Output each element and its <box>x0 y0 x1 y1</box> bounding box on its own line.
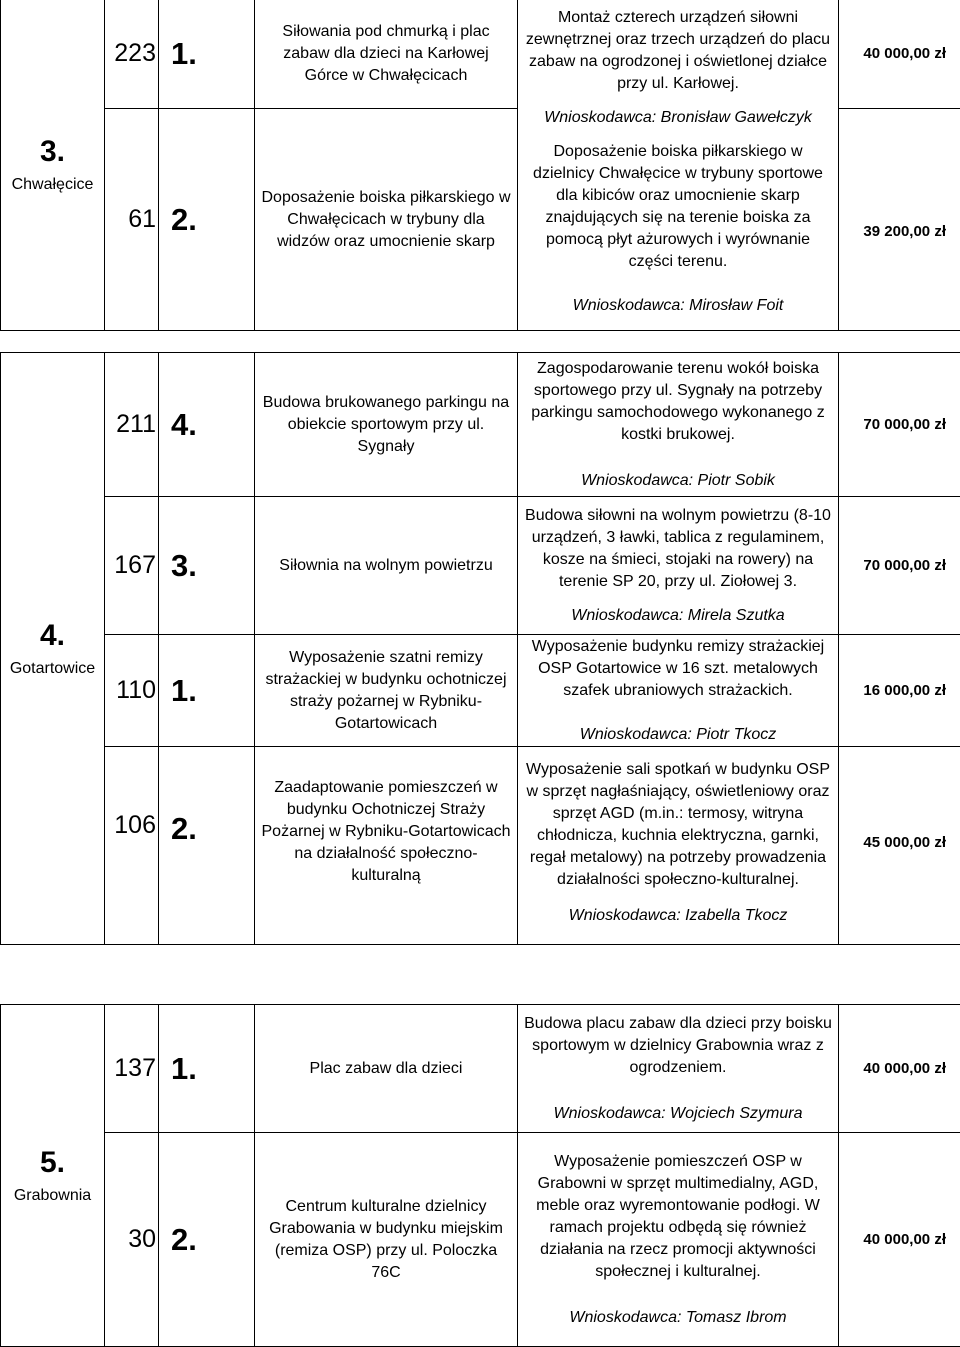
project-description: Wyposażenie pomieszczeń OSP w Grabowni w sprzęt multimedialny, AGD, meble oraz wyremontowanie podłogi. W ramach projektu odbędą się również działania na rzecz promocji aktywności społecznej i kulturalnej. <box>522 1151 834 1283</box>
description-cell <box>518 497 839 635</box>
project-applicant: Wnioskodawca: Piotr Tkocz <box>522 724 834 746</box>
district-number: 4. <box>1 619 104 652</box>
project-description: Wyposażenie budynku remizy strażackiej OSP Gotartowice w 16 szt. metalowych szafek ubraniowych strażackich. <box>522 636 834 702</box>
project-applicant: Wnioskodawca: Tomasz Ibrom <box>522 1307 834 1329</box>
table-row <box>1 1133 960 1347</box>
project-applicant: Wnioskodawca: Mirosław Foit <box>522 295 834 317</box>
district-cell <box>1 0 105 331</box>
table-row <box>1 1005 960 1133</box>
votes-cell: 61 <box>105 109 159 331</box>
project-amount: 40 000,00 zł <box>839 1133 960 1347</box>
project-number: 4. <box>159 353 255 497</box>
table-row <box>1 747 960 945</box>
project-number: 1. <box>159 0 255 109</box>
table-row <box>1 0 960 109</box>
project-description: Doposażenie boiska piłkarskiego w dzielnicy Chwałęcice w trybuny sportowe dla kibiców oraz umocnienie skarp znajdujących się na terenie boiska za pomocą płyt ażurowych i wyrównanie części terenu. <box>522 141 834 273</box>
votes-cell: 223 <box>105 0 159 109</box>
district-table-grabownia <box>0 1004 960 1347</box>
project-number: 3. <box>159 497 255 635</box>
project-name: Siłowania pod chmurką i plac zabaw dla dzieci na Karłowej Górce w Chwałęcicach <box>255 0 518 109</box>
project-applicant: Wnioskodawca: Wojciech Szymura <box>522 1103 834 1125</box>
project-name: Plac zabaw dla dzieci <box>255 1005 518 1133</box>
district-number: 3. <box>1 135 104 168</box>
project-name: Wyposażenie szatni remizy strażackiej w budynku ochotniczej straży pożarnej w Rybniku-Gotartowicach <box>255 635 518 747</box>
project-amount: 70 000,00 zł <box>839 497 960 635</box>
table-row <box>1 497 960 635</box>
project-name: Budowa brukowanego parkingu na obiekcie sportowym przy ul. Sygnały <box>255 353 518 497</box>
description-cell <box>518 635 839 747</box>
project-amount: 40 000,00 zł <box>839 0 960 109</box>
description-cell <box>518 1005 839 1133</box>
description-cell <box>518 0 839 331</box>
project-name: Centrum kulturalne dzielnicy Grabowania w budynku miejskim (remiza OSP) przy ul. Poloczka 76C <box>255 1133 518 1347</box>
project-amount: 16 000,00 zł <box>839 635 960 747</box>
project-number: 2. <box>159 109 255 331</box>
project-description: Budowa placu zabaw dla dzieci przy boisku sportowym w dzielnicy Grabownia wraz z ogrodzeniem. <box>522 1013 834 1079</box>
district-name: Chwałęcice <box>1 176 104 194</box>
description-cell <box>518 747 839 945</box>
project-description: Budowa siłowni na wolnym powietrzu (8-10 urządzeń, 3 ławki, tablica z regulaminem, kosze na śmieci, stojaki na rowery) na terenie SP 20, przy ul. Ziołowej 3. <box>522 505 834 593</box>
votes-cell: 30 <box>105 1133 159 1347</box>
district-cell <box>1 1005 105 1347</box>
district-table-chwalecice <box>0 0 960 331</box>
project-number: 1. <box>159 1005 255 1133</box>
project-description: Wyposażenie sali spotkań w budynku OSP w sprzęt nagłaśniający, oświetleniowy oraz sprzęt AGD (m.in.: termosy, witryna chłodnicza, kuchnia elektryczna, garnki, regał metalowy) na potrzeby prowadzenia działalności społeczno-kulturalnej. <box>522 759 834 891</box>
project-amount: 39 200,00 zł <box>839 109 960 331</box>
project-number: 1. <box>159 635 255 747</box>
project-description: Montaż czterech urządzeń siłowni zewnętrznej oraz trzech urządzeń do placu zabaw na ogrodzonej i oświetlonej działce przy ul. Karłowej. <box>522 7 834 95</box>
project-description: Zagospodarowanie terenu wokół boiska sportowego przy ul. Sygnały na potrzeby parkingu samochodowego wykonanego z kostki brukowej. <box>522 358 834 446</box>
votes-cell: 167 <box>105 497 159 635</box>
district-number: 5. <box>1 1146 104 1179</box>
project-name: Doposażenie boiska piłkarskiego w Chwałęcicach w trybuny dla widzów oraz umocnienie skarp <box>255 109 518 331</box>
project-amount: 40 000,00 zł <box>839 1005 960 1133</box>
description-cell <box>518 1133 839 1347</box>
project-amount: 70 000,00 zł <box>839 353 960 497</box>
project-applicant: Wnioskodawca: Piotr Sobik <box>522 470 834 492</box>
district-cell <box>1 353 105 945</box>
table-row <box>1 635 960 747</box>
description-cell <box>518 353 839 497</box>
votes-cell: 110 <box>105 635 159 747</box>
project-number: 2. <box>159 1133 255 1347</box>
project-applicant: Wnioskodawca: Mirela Szutka <box>522 605 834 627</box>
project-name: Siłownia na wolnym powietrzu <box>255 497 518 635</box>
project-applicant: Wnioskodawca: Bronisław Gawełczyk <box>522 107 834 129</box>
project-number: 2. <box>159 747 255 945</box>
votes-cell: 211 <box>105 353 159 497</box>
votes-cell: 106 <box>105 747 159 945</box>
votes-cell: 137 <box>105 1005 159 1133</box>
project-applicant: Wnioskodawca: Izabella Tkocz <box>522 905 834 927</box>
project-amount: 45 000,00 zł <box>839 747 960 945</box>
project-name: Zaadaptowanie pomieszczeń w budynku Ochotniczej Straży Pożarnej w Rybniku-Gotartowicach na działalność społeczno-kulturalną <box>255 747 518 945</box>
district-table-gotartowice <box>0 352 960 945</box>
table-row <box>1 353 960 497</box>
district-name: Grabownia <box>1 1187 104 1205</box>
district-name: Gotartowice <box>1 660 104 678</box>
